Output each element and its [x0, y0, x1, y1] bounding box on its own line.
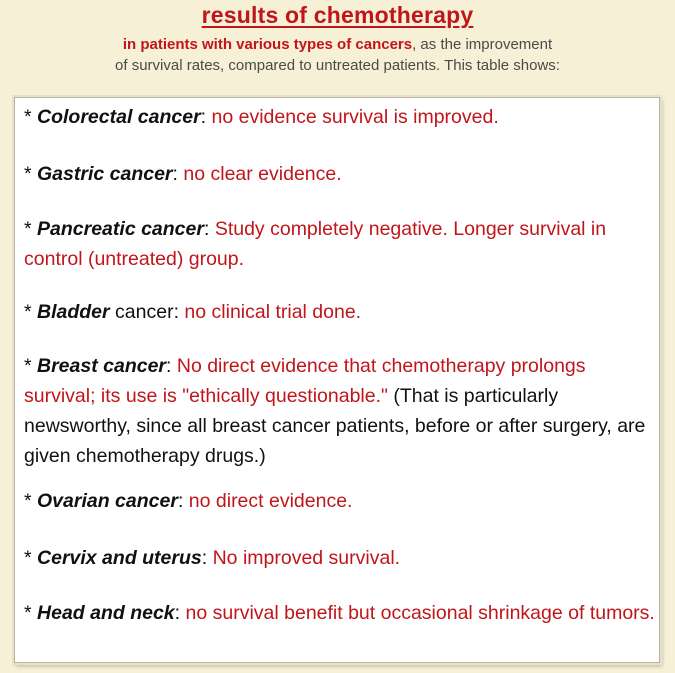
entry-pancreatic	[24, 214, 656, 274]
cancer-name: Pancreatic cancer	[37, 218, 204, 240]
colon: :	[203, 218, 215, 240]
finding-text: no survival benefit but occasional shrinkage of tumors.	[185, 602, 655, 624]
colon: :	[173, 301, 185, 323]
subtitle-accent: in patients with various types of cancers	[122, 36, 413, 53]
entry-head-neck	[24, 598, 656, 628]
page-subtitle	[0, 34, 675, 76]
entry-cervix-uterus	[24, 543, 656, 573]
bullet-star: *	[24, 106, 38, 128]
bullet-star: *	[24, 355, 38, 377]
entry-colorectal	[24, 102, 656, 132]
results-table-box	[14, 97, 660, 663]
bullet-star: *	[24, 301, 38, 323]
finding-text: Study completely negative. Longer survival in control (untreated) group.	[24, 218, 607, 270]
cancer-name-plain: cancer	[109, 301, 174, 323]
entry-bladder	[24, 297, 656, 327]
entry-ovarian	[24, 486, 656, 516]
colon: :	[172, 163, 184, 185]
finding-text: no evidence survival is improved.	[211, 106, 499, 128]
entry-gastric	[24, 159, 656, 189]
cancer-name: Colorectal cancer	[37, 106, 201, 128]
subtitle-line2: of survival rates, compared to untreated patients. This table shows:	[115, 57, 560, 74]
colon: :	[166, 355, 177, 377]
cancer-name: Bladder	[37, 301, 110, 323]
cancer-name: Gastric cancer	[37, 163, 173, 185]
colon: :	[200, 106, 212, 128]
finding-text: no clear evidence.	[183, 163, 342, 185]
bullet-star: *	[24, 163, 38, 185]
colon: :	[177, 490, 189, 512]
colon: :	[201, 547, 213, 569]
entry-breast	[24, 351, 656, 471]
colon: :	[174, 602, 186, 624]
finding-text: no direct evidence.	[188, 490, 353, 512]
cancer-name: Ovarian cancer	[37, 490, 178, 512]
subtitle-line1-rest: , as the improvement	[412, 36, 553, 53]
finding-text: No improved survival.	[212, 547, 401, 569]
cancer-name: Head and neck	[37, 602, 175, 624]
cancer-name: Cervix and uterus	[37, 547, 202, 569]
bullet-star: *	[24, 602, 38, 624]
finding-text: No direct evidence that chemotherapy prolongs survival; its use is "ethically questionable."	[24, 355, 586, 407]
cancer-name: Breast cancer	[37, 355, 167, 377]
bullet-star: *	[24, 547, 38, 569]
bullet-star: *	[24, 490, 38, 512]
note-text: (That is particularly newsworthy, since all breast cancer patients, before or after surgery, are given chemotherapy drugs.)	[24, 385, 646, 467]
bullet-star: *	[24, 218, 38, 240]
finding-text: no clinical trial done.	[184, 301, 362, 323]
page-title: results of chemotherapy	[201, 2, 474, 28]
